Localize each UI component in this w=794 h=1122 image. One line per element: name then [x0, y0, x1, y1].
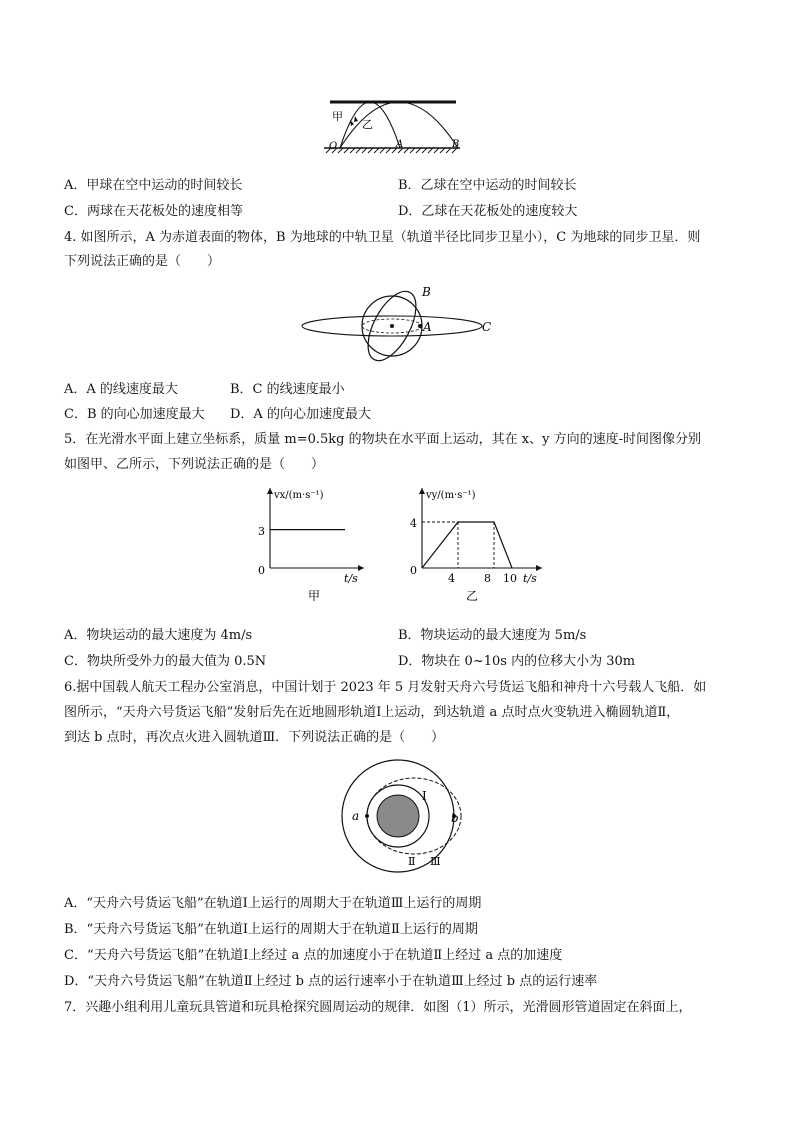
label-jia: 甲 — [332, 110, 343, 123]
q4-option-a: A．A 的线速度最大 — [64, 382, 178, 397]
label-II: Ⅱ — [408, 855, 416, 868]
label-I: Ⅰ — [422, 789, 427, 803]
chart-yi-series-line — [422, 522, 512, 568]
q7-stem-line1: 7．兴趣小组利用儿童玩具管道和玩具枪探究圆周运动的规律．如图（1）所示，光滑圆形管道固定在斜面上， — [64, 1000, 692, 1015]
chart-jia-title: 甲 — [308, 589, 321, 603]
q3-option-d: D．乙球在天花板处的速度较大 — [398, 204, 578, 219]
q5-option-b: B．物块运动的最大速度为 5m/s — [398, 628, 587, 643]
q4-option-d: D．A 的向心加速度最大 — [230, 407, 371, 422]
figure-q3-projectile — [318, 96, 468, 158]
chart-jia-ytick-0: 0 — [258, 564, 265, 577]
label-A: A — [396, 139, 404, 150]
q4-stem-line2: 下列说法正确的是（ ） — [64, 254, 221, 269]
chart-vx-t — [244, 484, 370, 608]
q5-option-d: D．物块在 0~10s 内的位移大小为 30m — [398, 654, 636, 669]
chart-vy-t — [402, 484, 548, 608]
q6-option-b: B．“天舟六号货运飞船”在轨道Ⅰ上运行的周期大于在轨道Ⅱ上运行的周期 — [64, 922, 478, 937]
q4-option-c: C．B 的向心加速度最大 — [64, 407, 205, 422]
chart-yi-xtick-4: 4 — [448, 572, 455, 585]
label-a: a — [352, 809, 360, 823]
label-A: A — [423, 320, 432, 334]
chart-yi-xlabel: t/s — [523, 572, 537, 585]
chart-yi-ytick-0: 0 — [410, 564, 417, 577]
chart-jia-ytick-3: 3 — [258, 525, 265, 538]
figure-q4-orbits — [296, 280, 502, 366]
chart-jia-ylabel: vx/(m·s⁻¹) — [274, 490, 324, 501]
q3-option-b: B．乙球在空中运动的时间较长 — [398, 178, 577, 193]
label-yi: 乙 — [362, 118, 373, 131]
chart-yi-xtick-10: 10 — [503, 572, 517, 585]
q4-stem-line1: 4. 如图所示，A 为赤道表面的物体，B 为地球的中轨卫星（轨道半径比同步卫星小），C 为地球的同步卫星．则 — [64, 230, 701, 245]
label-B: B — [452, 139, 460, 150]
label-III: Ⅲ — [430, 855, 441, 868]
q5-option-c: C．物块所受外力的最大值为 0.5N — [64, 654, 267, 669]
q3-option-c: C．两球在天花板处的速度相等 — [64, 204, 243, 219]
chart-yi-title: 乙 — [466, 589, 479, 603]
q6-option-c: C．“天舟六号货运飞船”在轨道Ⅰ上经过 a 点的加速度小于在轨道Ⅱ上经过 a 点的加速度 — [64, 948, 563, 963]
label-B: B — [422, 285, 431, 299]
q3-option-a: A．甲球在空中运动的时间较长 — [64, 178, 243, 193]
q5-stem-line2: 如图甲、乙所示，下列说法正确的是（ ） — [64, 457, 325, 472]
chart-jia-xlabel: t/s — [344, 572, 358, 585]
q6-stem-line1: 6.据中国载人航天工程办公室消息，中国计划于 2023 年 5 月发射天舟六号货运飞船和神舟十六号载人飞船．如 — [64, 680, 707, 695]
q5-stem-line1: 5．在光滑水平面上建立坐标系，质量 m=0.5kg 的物块在水平面上运动，其在 x、y 方向的速度-时间图像分别 — [64, 432, 701, 447]
chart-yi-ylabel: vy/(m·s⁻¹) — [426, 490, 476, 501]
q6-option-a: A．“天舟六号货运飞船”在轨道Ⅰ上运行的周期大于在轨道Ⅲ上运行的周期 — [64, 896, 482, 911]
chart-yi-xtick-8: 8 — [484, 572, 491, 585]
q5-option-a: A．物块运动的最大速度为 4m/s — [64, 628, 253, 643]
label-C: C — [482, 320, 492, 334]
q6-stem-line3: 到达 b 点时，再次点火进入圆轨道Ⅲ．下列说法正确的是（ ） — [64, 730, 445, 745]
q6-stem-line2: 图所示，“天舟六号货运飞船”发射后先在近地圆形轨道Ⅰ上运动，到达轨道 a 点时点火变轨进入椭圆轨道Ⅱ， — [64, 705, 680, 720]
figure-q6-orbits — [330, 754, 466, 874]
label-O: O — [329, 141, 338, 152]
label-b: b — [451, 811, 459, 825]
chart-yi-ytick-4: 4 — [410, 517, 417, 530]
q6-option-d: D．“天舟六号货运飞船”在轨道Ⅱ上经过 b 点的运行速率小于在轨道Ⅲ上经过 b 点的运行速率 — [64, 974, 598, 989]
q4-option-b: B．C 的线速度最小 — [230, 382, 345, 397]
